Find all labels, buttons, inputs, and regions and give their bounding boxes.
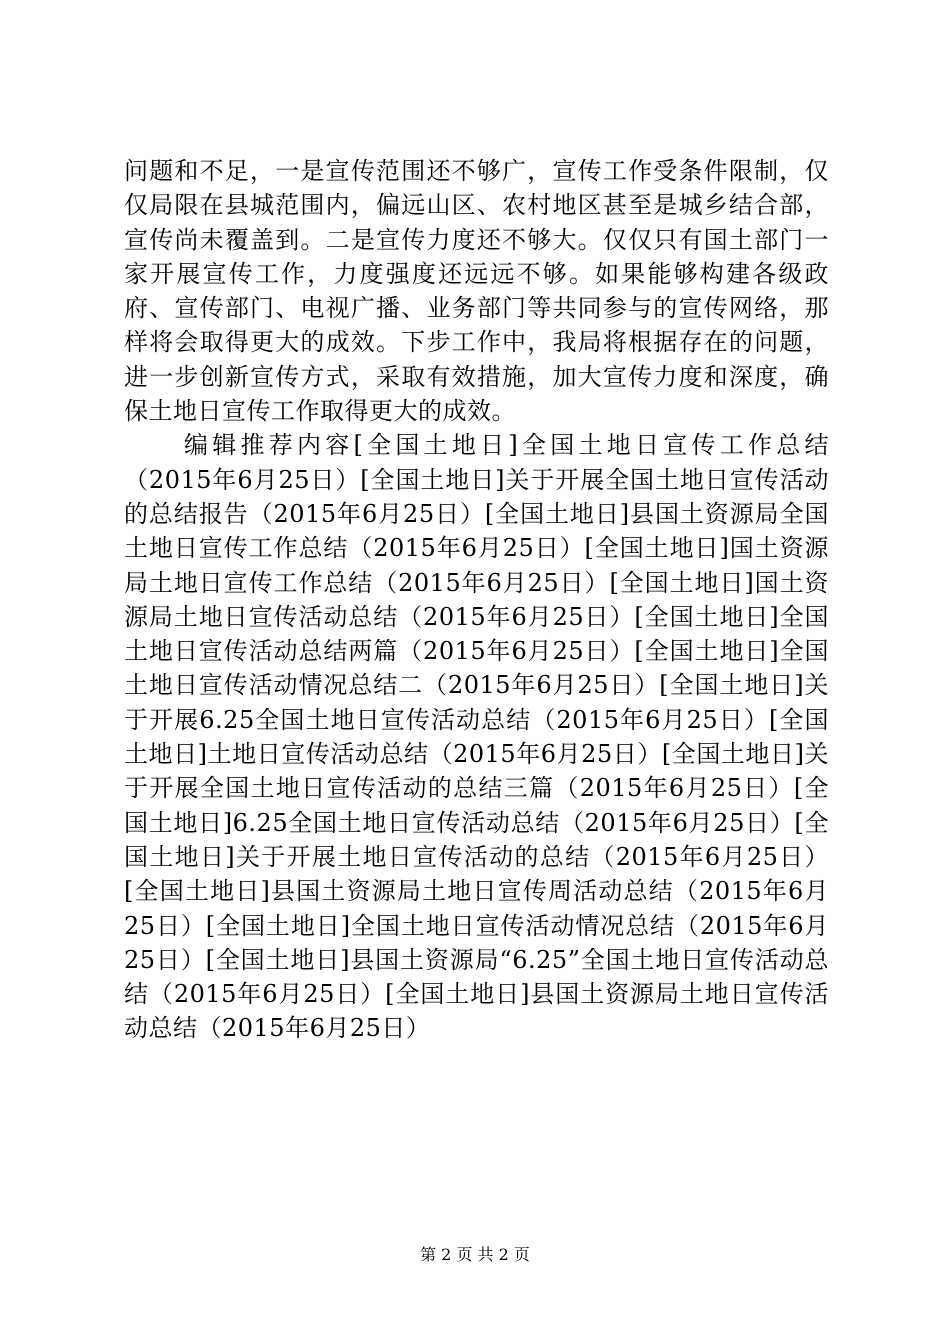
paragraph-problems: 问题和不足，一是宣传范围还不够广，宣传工作受条件限制，仅仅局限在县城范围内，偏远山区、农村地区甚至是城乡结合部，宣传尚未覆盖到。二是宣传力度还不够大。仅仅只有国土部门一家开展宣传工作，力度强度还远远不够。如果能够构建各级政府、宣传部门、电视广播、业务部门等共同参与的宣传网络，那样将会取得更大的成效。下步工作中，我局将根据存在的问题，进一步创新宣传方式，采取有效措施，加大宣传力度和深度，确保土地日宣传工作取得更大的成效。	[124, 157, 829, 426]
paragraph-recommended-content: 编辑推荐内容[全国土地日]全国土地日宣传工作总结（2015年6月25日）[全国土地日]关于开展全国土地日宣传活动的总结报告（2015年6月25日）[全国土地日]县国土资源局全国土地日宣传工作总结（2015年6月25日）[全国土地日]国土资源局土地日宣传工作总结（2015年6月25日）[全国土地日]国土资源局土地日宣传活动总结（2015年6月25日）[全国土地日]全国土地日宣传活动总结两篇（2015年6月25日）[全国土地日]全国土地日宣传活动情况总结二（2015年6月25日）[全国土地日]关于开展6.25全国土地日宣传活动总结（2015年6月25日）[全国土地日]土地日宣传活动总结（2015年6月25日）[全国土地日]关于开展全国土地日宣传活动的总结三篇（2015年6月25日）[全国土地日]6.25全国土地日宣传活动总结（2015年6月25日）[全国土地日]关于开展土地日宣传活动的总结（2015年6月25日）[全国土地日]县国土资源局土地日宣传周活动总结（2015年6月25日）[全国土地日]全国土地日宣传活动情况总结（2015年6月25日）[全国土地日]县国土资源局“6.25”全国土地日宣传活动总结（2015年6月25日）[全国土地日]县国土资源局土地日宣传活动总结（2015年6月25日）	[124, 431, 829, 1043]
document-body	[124, 154, 829, 1046]
page-number-footer: 第 2 页 共 2 页	[420, 1245, 530, 1264]
